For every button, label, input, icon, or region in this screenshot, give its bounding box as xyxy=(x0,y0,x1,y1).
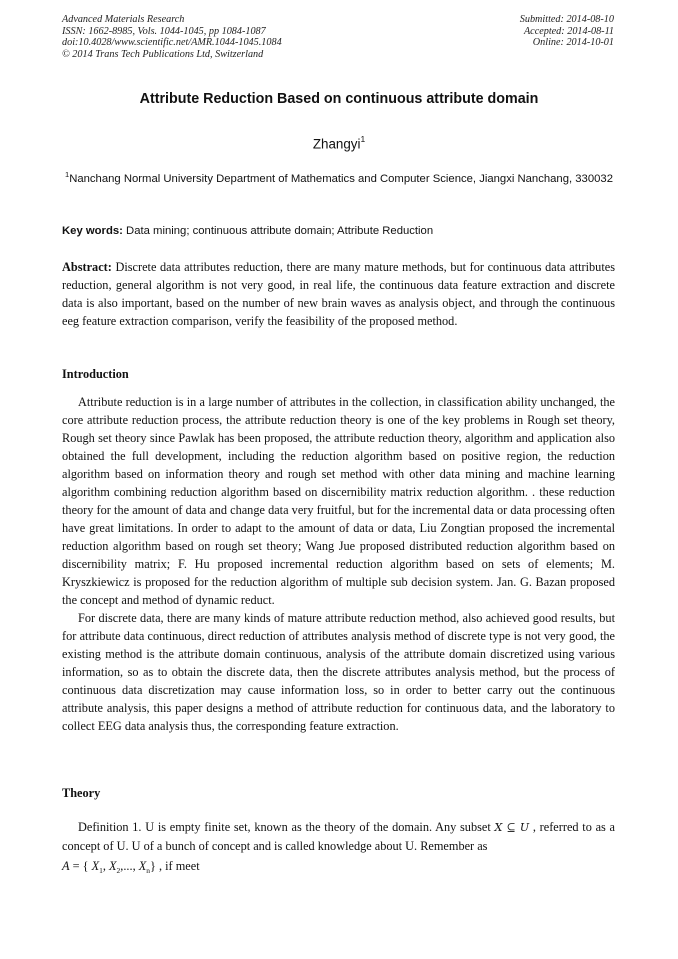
intro-paragraph: For discrete data, there are many kinds of mature attribute reduction method, also achieved good results, but for attribute data continuous, direct reduction of attributes analysis method of discrete type is not very good, the existing method is the attribute domain continuous, analysis of the attribute domain discretized using various information, so as to obtain the discrete data, then the discrete attributes analysis method, but the process of continuous data discretization may cause information loss, so in order to better carry out the continuous attribute analysis, this paper designs a method of attribute reduction for continuous data, and the laboratory to collect EEG data analysis thus, the corresponding feature extraction. xyxy=(62,611,615,733)
affiliation-sup: 1 xyxy=(65,170,70,179)
author-name: Zhangyi xyxy=(312,136,361,152)
introduction-heading: Introduction xyxy=(62,367,129,381)
affiliation-text: Nanchang Normal University Department of Mathematics and Computer Science, Jiangxi Nanchang, 330032 xyxy=(69,172,613,185)
journal-name: Advanced Materials Research xyxy=(62,14,185,25)
formula-x1: X xyxy=(91,859,100,873)
theory-heading: Theory xyxy=(62,786,101,800)
abstract-label: Abstract: xyxy=(62,260,112,274)
keywords xyxy=(62,222,616,240)
definition-text: Definition 1. U is empty finite set, known as the theory of the domain. Any subset xyxy=(78,820,495,834)
formula-x2: X xyxy=(109,859,117,873)
affiliation xyxy=(62,165,616,189)
journal-doi: doi:10.4028/www.scientific.net/AMR.1044-1045.1084 xyxy=(62,37,282,49)
subset-formula: X ⊆ U xyxy=(494,821,530,834)
introduction-body xyxy=(62,393,615,735)
journal-copyright: © 2014 Trans Tech Publications Ltd, Switzerland xyxy=(62,48,264,60)
abstract-text: Discrete data attributes reduction, there are many mature methods, but for continuous data attributes reduction, general algorithm is not very good, in real life, the continuous data feature extraction and discrete data is also important, based on the number of new brain waves as analysis object, and through the continuous eeg feature extraction comparison, verify the feasibility of the proposed method. xyxy=(62,260,615,328)
paper-title: Attribute Reduction Based on continuous attribute domain xyxy=(139,91,539,107)
definition-text-3: , if meet xyxy=(155,859,200,873)
keywords-text: Data mining; continuous attribute domain; Attribute Reduction xyxy=(122,225,434,237)
knowledge-formula-line: A = { $X_1$, $X_2$,..., $X_n$} , if meet xyxy=(62,859,200,875)
journal-issn: ISSN: 1662-8985, Vols. 1044-1045, pp 1084-1087 xyxy=(62,25,266,37)
formula-xn: X xyxy=(138,859,147,873)
accepted-date: Accepted: 2014-08-11 xyxy=(523,25,614,37)
formula-dots: ,..., xyxy=(120,859,139,873)
submitted-date: Submitted: 2014-08-10 xyxy=(519,14,614,25)
definition-paragraph xyxy=(62,818,615,855)
formula-close: } xyxy=(150,859,156,873)
formula-a: A xyxy=(62,859,70,873)
author-sup: 1 xyxy=(360,134,366,144)
submission-dates xyxy=(520,14,614,49)
formula-sub-1: 1 xyxy=(99,866,103,875)
definition-text-2: , referred to as a concept of U. U of a bunch of concept and is called knowledge about U. Remember as xyxy=(62,820,615,853)
abstract xyxy=(62,258,615,330)
online-date: Online: 2014-10-01 xyxy=(532,37,614,49)
journal-info xyxy=(62,14,282,60)
formula-sub-n: n xyxy=(146,866,150,875)
formula-eq: = { xyxy=(69,859,89,873)
definition-1 xyxy=(62,818,615,882)
keywords-label: Key words: xyxy=(62,225,123,237)
intro-paragraph: Attribute reduction is in a large number of attributes in the collection, in classification ability unchanged, the core attribute reduction process, the attribute reduction theory is one of the key problems in Rough set theory, Rough set theory since Pawlak has been proposed, the attribute reduction theory, algorithm and application also obtained the full development, including the reduction algorithm based on positive region, the reduction algorithm based on information theory and rough set method with other data mining and machine learning algorithm combining reduction algorithm based on discernibility matrix reduction algorithm. . these reduction theory for the amount of data and change data very fruitful, but for the incremental data or data processing often have great limitations. In order to adapt to the amount of data or data, Liu Zongtian proposed the incremental reduction algorithm based on rough set theory; Wang Jue proposed distributed reduction algorithm based on discernibility matrix; F. Hu proposed incremental reduction algorithm based on sets of elements; M. Kryszkiewicz is proposed for the reduction algorithm of multiple sub decision system. Jan. G. Bazan proposed the concept and method of dynamic reduct. xyxy=(62,395,615,607)
author xyxy=(0,135,678,151)
formula-sub-2: 2 xyxy=(116,866,121,875)
